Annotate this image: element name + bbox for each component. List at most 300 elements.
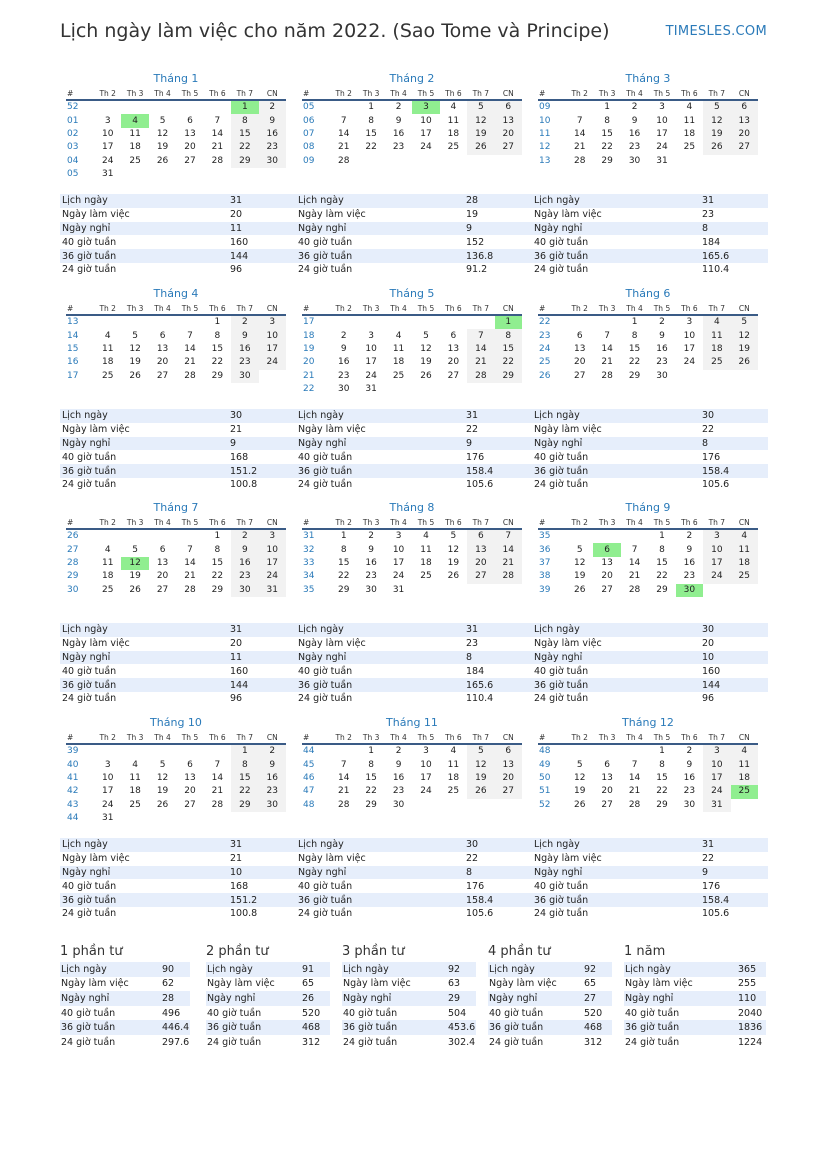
stats-row: [488, 977, 612, 992]
week-number: 44: [303, 746, 315, 757]
stat-value: 151.2: [230, 893, 296, 907]
day-cell: [566, 744, 593, 758]
day-cell: 7: [340, 759, 347, 770]
day-cell: 17: [259, 343, 286, 356]
day-cell: [149, 315, 176, 329]
day-cell: 30: [656, 370, 668, 381]
week-number: 29: [67, 571, 79, 582]
day-cell: 15: [656, 557, 668, 568]
day-cell: 5: [423, 330, 429, 341]
stat-label: 40 giờ tuần: [298, 880, 353, 892]
day-cell: 19: [447, 557, 460, 568]
stat-value: 100.8: [230, 908, 258, 920]
day-cell: 24: [420, 142, 432, 153]
stat-value: 255: [738, 978, 757, 990]
day-cell: 23: [231, 570, 258, 583]
stat-label: Ngày nghỉ: [296, 866, 466, 880]
day-cell: [94, 744, 121, 758]
weekday-label: Th 7: [231, 302, 258, 315]
week-number: 36: [539, 544, 551, 555]
month-stats-table: [532, 838, 768, 921]
weekday-label: Th 2: [94, 302, 121, 315]
stats-row: [488, 1006, 612, 1021]
stat-label: Lịch ngày: [624, 962, 738, 977]
stat-value: 8: [702, 437, 768, 451]
day-cell: [204, 812, 231, 825]
stats-row: [624, 1020, 766, 1035]
day-cell: [231, 168, 258, 181]
stat-label: 24 giờ tuần: [625, 1036, 680, 1048]
stat-value: 28: [466, 194, 532, 208]
day-cell: 9: [631, 115, 638, 126]
week-row: [538, 799, 758, 812]
weekday-label: CN: [259, 516, 286, 529]
stat-label: Ngày làm việc: [207, 978, 275, 990]
stats-row: [60, 423, 296, 437]
stat-value: 165.6: [702, 249, 768, 263]
stats-row: [488, 1020, 612, 1035]
stat-label: Ngày làm việc: [489, 978, 557, 990]
day-cell: 31: [392, 584, 405, 595]
week-number-header: #: [538, 516, 566, 529]
week-row: [538, 785, 758, 798]
weekday-label: Th 6: [204, 731, 231, 744]
week-row: [66, 785, 286, 798]
weekday-label: Th 7: [231, 87, 258, 100]
month-days-table: [66, 302, 286, 383]
stats-row: [206, 1035, 330, 1050]
day-cell: 7: [631, 759, 638, 770]
day-cell: [121, 168, 148, 181]
stat-value: 1224: [738, 1036, 763, 1048]
day-cell: [385, 155, 412, 168]
weekday-label: Th 3: [357, 731, 384, 744]
week-number: 11: [539, 128, 551, 139]
week-row: [538, 128, 758, 141]
weekday-header: [66, 731, 286, 744]
day-cell: [731, 155, 758, 168]
week-number: 42: [67, 786, 79, 797]
day-cell: 6: [495, 100, 522, 114]
weekday-label: Th 3: [121, 302, 148, 315]
day-cell: 10: [392, 544, 405, 555]
day-cell: 26: [129, 370, 141, 381]
stat-label: Lịch ngày: [296, 409, 466, 423]
week-number: 13: [539, 155, 551, 166]
stat-value: 144: [230, 249, 296, 263]
stats-row: [296, 194, 532, 208]
weekday-header: [302, 731, 522, 744]
week-row: [66, 744, 286, 758]
stat-value: 30: [230, 409, 296, 423]
stat-value: 168: [230, 880, 249, 892]
day-cell: 25: [101, 584, 114, 595]
stat-value: 8: [702, 222, 768, 236]
stat-value: 65: [302, 978, 315, 990]
day-cell: 5: [159, 759, 166, 770]
weekday-label: CN: [731, 87, 758, 100]
day-cell: 11: [703, 329, 730, 342]
stat-value: 160: [702, 665, 721, 677]
stat-label: 24 giờ tuần: [298, 264, 353, 276]
brand-link[interactable]: TIMESLES.COM: [665, 24, 767, 39]
week-row: [66, 543, 286, 556]
stat-label: 24 giờ tuần: [534, 693, 589, 705]
stat-value: 65: [584, 978, 597, 990]
quarter-title: 3 phần tư: [342, 944, 405, 959]
day-cell: [440, 315, 467, 329]
day-cell: [703, 370, 730, 383]
stat-label: Ngày nghỉ: [60, 991, 162, 1006]
day-cell: 14: [184, 557, 196, 568]
day-cell: 8: [214, 544, 221, 555]
day-cell: 22: [656, 571, 668, 582]
week-row: [302, 529, 522, 543]
stats-row: [532, 208, 768, 222]
weekday-label: Th 7: [231, 516, 258, 529]
month-title: Tháng 2: [389, 72, 435, 85]
stat-label: 24 giờ tuần: [62, 264, 117, 276]
day-cell: 26: [703, 141, 730, 154]
week-row: [66, 168, 286, 181]
day-cell: 16: [683, 772, 696, 783]
stat-label: Ngày làm việc: [298, 209, 366, 221]
day-cell: 10: [101, 772, 114, 783]
day-cell: 8: [214, 330, 221, 341]
day-cell: 11: [129, 128, 141, 139]
weekday-label: CN: [731, 302, 758, 315]
day-cell: 7: [576, 115, 583, 126]
week-number: 04: [67, 155, 79, 166]
weekday-label: Th 4: [621, 302, 648, 315]
week-number-header: #: [302, 302, 330, 315]
day-cell: [176, 744, 203, 758]
day-cell: [731, 799, 758, 812]
day-cell: 17: [683, 343, 696, 354]
day-cell: 27: [601, 584, 613, 595]
day-cell: 2: [659, 317, 665, 328]
day-cell: 10: [259, 329, 286, 342]
stats-row: [296, 409, 532, 423]
stats-row: [206, 991, 330, 1006]
stats-row: [488, 1035, 612, 1050]
day-cell: 7: [187, 330, 193, 341]
stat-label: Ngày nghỉ: [624, 991, 738, 1006]
stat-value: 31: [702, 838, 768, 852]
month-days-table: [66, 516, 286, 597]
stats-row: [296, 678, 532, 692]
day-cell: 20: [156, 571, 169, 582]
day-cell: [495, 799, 522, 812]
month-title: Tháng 11: [386, 716, 438, 729]
week-row: [302, 356, 522, 369]
day-cell: 7: [467, 329, 494, 342]
stats-row: [532, 907, 768, 921]
stat-label: Lịch ngày: [60, 838, 230, 852]
day-cell: 18: [683, 128, 696, 139]
day-cell: 27: [573, 370, 586, 381]
week-row: [538, 758, 758, 771]
stats-row: [60, 464, 296, 478]
day-cell: 8: [368, 115, 374, 126]
day-cell: 29: [231, 799, 258, 812]
stat-value: 22: [702, 853, 715, 865]
day-cell: 5: [576, 759, 583, 770]
stat-label: 24 giờ tuần: [343, 1036, 398, 1048]
day-cell: 13: [731, 114, 758, 127]
day-cell: 21: [211, 786, 224, 797]
day-cell: 25: [703, 356, 730, 369]
weekday-label: Th 5: [648, 87, 675, 100]
stat-value: 100.8: [230, 479, 258, 491]
stat-value: 2040: [738, 1007, 763, 1019]
stat-label: Ngày làm việc: [62, 853, 130, 865]
day-cell: [731, 584, 758, 597]
day-cell: 5: [467, 744, 494, 758]
day-cell: [94, 529, 121, 543]
day-cell: 20: [495, 772, 522, 785]
week-number: 27: [67, 544, 79, 555]
stats-row: [60, 991, 190, 1006]
day-cell: 2: [340, 330, 347, 341]
day-cell: 31: [101, 813, 114, 824]
day-cell: 9: [395, 759, 402, 770]
day-cell: 31: [703, 799, 730, 812]
stat-value: 22: [466, 424, 479, 436]
day-cell: 18: [129, 786, 141, 797]
day-cell: 14: [628, 772, 641, 783]
stats-row: [296, 664, 532, 678]
day-cell: 10: [420, 115, 432, 126]
stats-row: [532, 678, 768, 692]
stats-row: [296, 838, 532, 852]
day-cell: 3: [686, 317, 693, 328]
stats-row: [296, 637, 532, 651]
stat-label: 36 giờ tuần: [342, 1020, 448, 1035]
weekday-label: Th 4: [385, 302, 412, 315]
weekday-label: Th 7: [467, 731, 494, 744]
stats-row: [206, 962, 330, 977]
stats-row: [60, 651, 296, 665]
stat-value: 1836: [738, 1020, 766, 1035]
day-cell: 30: [259, 799, 286, 812]
day-cell: [593, 315, 620, 329]
day-cell: 8: [604, 115, 610, 126]
stats-row: [60, 249, 296, 263]
stat-value: 9: [466, 222, 532, 236]
week-row: [302, 343, 522, 356]
stats-row: [60, 437, 296, 451]
day-cell: 6: [187, 115, 193, 126]
stats-row: [532, 222, 768, 236]
day-cell: 7: [631, 544, 638, 555]
weekday-label: Th 6: [676, 731, 703, 744]
day-cell: 16: [231, 557, 258, 570]
stats-row: [206, 1020, 330, 1035]
week-number: 15: [67, 343, 79, 354]
weekday-label: Th 6: [676, 516, 703, 529]
day-cell: 24: [656, 142, 668, 153]
stat-label: 40 giờ tuần: [62, 451, 117, 463]
day-cell: 24: [420, 786, 432, 797]
stats-row: [206, 977, 330, 992]
day-cell: 5: [467, 100, 494, 114]
month-title: Tháng 5: [389, 287, 435, 300]
weekday-label: Th 2: [330, 87, 357, 100]
weekday-label: Th 4: [621, 731, 648, 744]
day-cell: [495, 155, 522, 168]
weekday-label: CN: [731, 731, 758, 744]
stat-label: Lịch ngày: [60, 962, 162, 977]
day-cell: 13: [447, 343, 460, 354]
day-cell: 28: [467, 370, 494, 383]
stat-label: 36 giờ tuần: [296, 464, 466, 478]
stats-row: [60, 838, 296, 852]
month-title: Tháng 3: [625, 72, 671, 85]
day-cell: 15: [337, 557, 350, 568]
day-cell: [621, 529, 648, 543]
stat-value: 30: [466, 838, 532, 852]
stat-value: 176: [702, 880, 721, 892]
stats-row: [60, 962, 190, 977]
weekday-header: [538, 516, 758, 529]
stat-label: 40 giờ tuần: [61, 1007, 116, 1019]
weekday-label: Th 6: [204, 516, 231, 529]
day-cell: 4: [423, 531, 429, 542]
day-cell: 3: [104, 115, 111, 126]
stat-label: 36 giờ tuần: [488, 1020, 584, 1035]
week-number: 48: [539, 746, 551, 757]
stat-label: Ngày làm việc: [62, 638, 130, 650]
day-cell: 3: [395, 531, 402, 542]
stat-value: 312: [584, 1036, 603, 1048]
day-cell: 19: [573, 571, 586, 582]
day-cell: [440, 383, 467, 396]
day-cell: 11: [731, 758, 758, 771]
stat-label: 40 giờ tuần: [343, 1007, 398, 1019]
day-cell: 26: [467, 785, 494, 798]
week-row: [66, 772, 286, 785]
day-cell: 6: [604, 759, 610, 770]
stat-label: 36 giờ tuần: [60, 464, 230, 478]
stats-row: [60, 1006, 190, 1021]
day-cell: 17: [703, 772, 730, 785]
day-cell: 2: [686, 531, 693, 542]
weekday-label: Th 6: [440, 731, 467, 744]
day-cell: 22: [656, 786, 668, 797]
stat-label: Ngày làm việc: [61, 978, 129, 990]
weekday-label: Th 5: [648, 516, 675, 529]
weekday-label: Th 7: [703, 302, 730, 315]
month-days-table: [538, 731, 758, 812]
day-cell: [204, 100, 231, 114]
weekday-header: [66, 87, 286, 100]
day-cell: 17: [656, 128, 668, 139]
stat-value: 105.6: [466, 908, 494, 920]
stat-value: 92: [584, 962, 612, 977]
stats-row: [60, 893, 296, 907]
day-cell: 10: [703, 543, 730, 556]
day-cell: 28: [337, 155, 350, 166]
weekday-label: Th 7: [467, 516, 494, 529]
day-cell: 14: [211, 128, 224, 139]
stat-value: 165.6: [466, 678, 532, 692]
day-cell: 30: [231, 370, 258, 383]
day-cell: 23: [259, 785, 286, 798]
stats-row: [296, 852, 532, 866]
week-number: 38: [539, 571, 551, 582]
stat-value: 21: [230, 424, 243, 436]
month-title: Tháng 4: [153, 287, 199, 300]
week-number: 26: [539, 370, 551, 381]
week-number-header: #: [66, 302, 94, 315]
day-cell: [593, 529, 620, 543]
stat-label: 24 giờ tuần: [534, 908, 589, 920]
stats-row: [60, 866, 296, 880]
day-cell: 21: [573, 142, 586, 153]
day-cell: [176, 812, 203, 825]
day-cell: 14: [601, 343, 613, 354]
day-cell: 21: [628, 786, 641, 797]
month-title: Tháng 6: [625, 287, 671, 300]
day-cell: 23: [392, 786, 405, 797]
day-cell: [121, 315, 148, 329]
week-number: 43: [67, 799, 79, 810]
day-cell: 2: [231, 315, 258, 329]
stats-row: [532, 194, 768, 208]
day-cell: 21: [184, 571, 196, 582]
day-cell: 26: [420, 370, 432, 381]
stat-label: 24 giờ tuần: [298, 693, 353, 705]
weekday-label: Th 4: [385, 87, 412, 100]
week-row: [66, 557, 286, 570]
day-cell: 10: [101, 128, 114, 139]
stat-value: 22: [702, 424, 715, 436]
stat-value: 63: [448, 978, 461, 990]
stat-value: 158.4: [702, 893, 768, 907]
week-number-header: #: [302, 731, 330, 744]
month-stats-table: [532, 194, 768, 277]
day-cell: 15: [211, 343, 224, 354]
day-cell: 24: [259, 356, 286, 369]
week-number: 46: [303, 772, 315, 783]
month-stats-table: [296, 409, 532, 492]
week-number: 10: [539, 115, 551, 126]
weekday-label: Th 3: [357, 87, 384, 100]
day-cell: [231, 812, 258, 825]
stats-row: [296, 450, 532, 464]
stats-row: [532, 235, 768, 249]
week-number: 07: [303, 128, 315, 139]
week-row: [538, 100, 758, 114]
day-cell: 20: [184, 142, 196, 153]
day-cell: 3: [423, 746, 429, 757]
month-stats-table: [60, 194, 296, 277]
day-cell: 17: [392, 557, 405, 568]
stat-label: 40 giờ tuần: [489, 1007, 544, 1019]
week-row: [538, 343, 758, 356]
day-cell: 27: [156, 370, 169, 381]
day-cell: 14: [337, 772, 350, 783]
day-cell: 21: [337, 142, 350, 153]
day-cell: 2: [231, 529, 258, 543]
week-number: 33: [303, 557, 315, 568]
day-cell: 15: [365, 772, 377, 783]
week-row: [302, 772, 522, 785]
holiday-day-cell: 1: [231, 100, 258, 114]
day-cell: 20: [601, 786, 613, 797]
stat-value: 160: [230, 665, 249, 677]
